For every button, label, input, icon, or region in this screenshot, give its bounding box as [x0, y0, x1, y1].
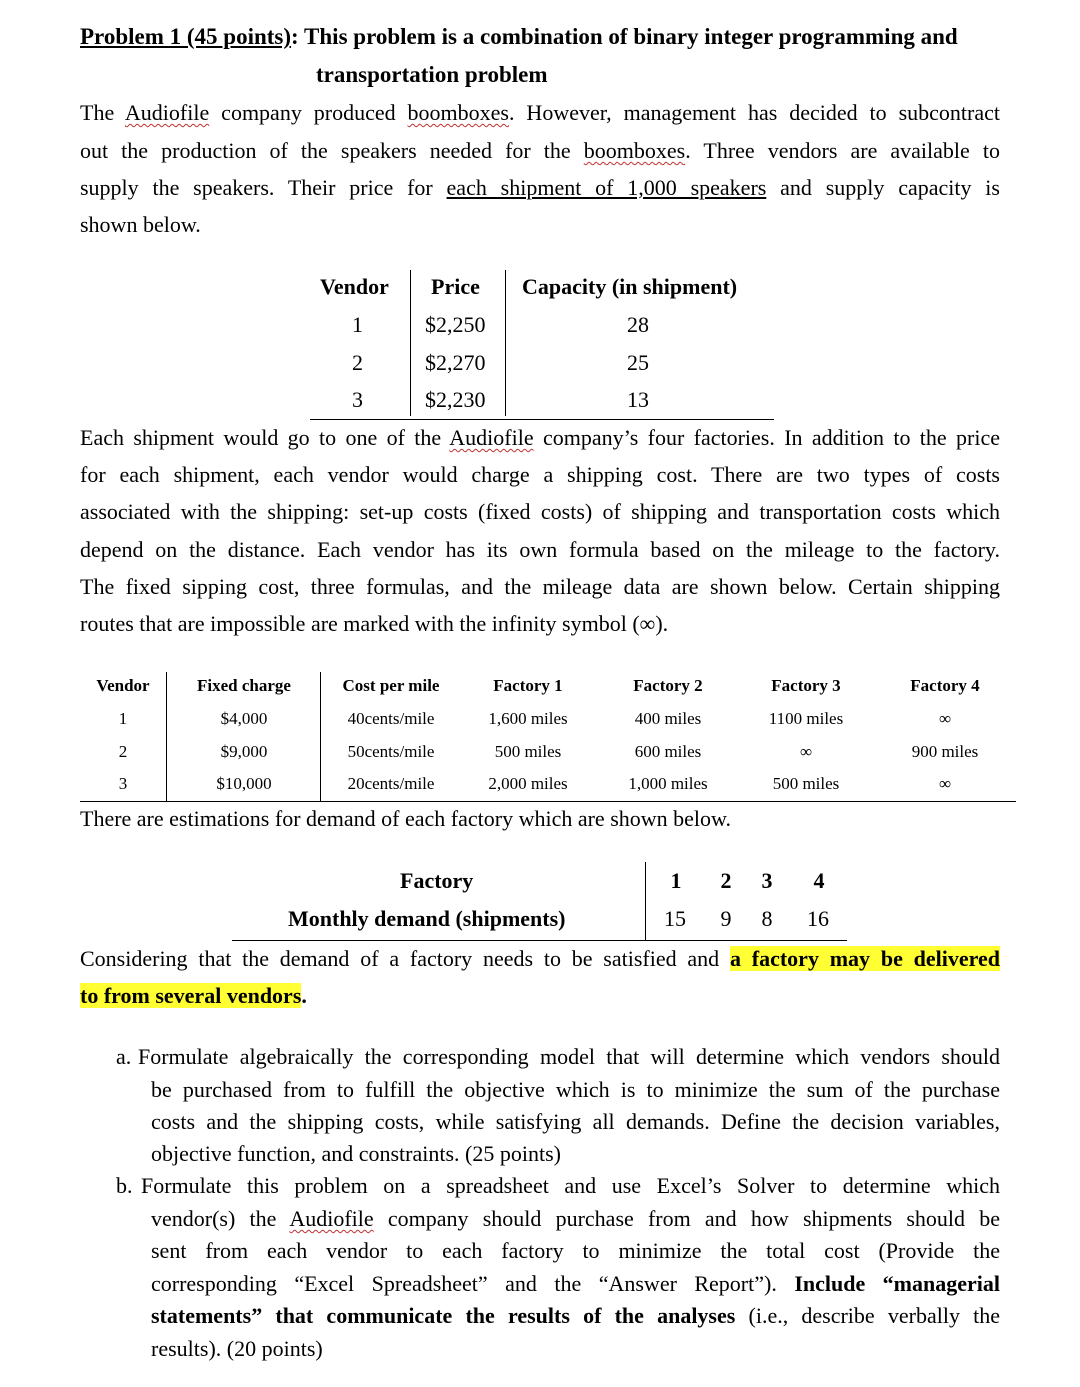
- problem-label: Problem 1 (45 points): [80, 24, 292, 49]
- intro-line-2: [80, 138, 1000, 164]
- table-bottom-rule: [232, 940, 847, 941]
- table-divider: [320, 672, 321, 802]
- col-header-cost: Cost per mile: [342, 676, 440, 695]
- considering-line-1: [80, 946, 1000, 972]
- table-divider: [505, 270, 506, 416]
- question-bold-text: Include “managerial: [794, 1271, 1000, 1296]
- table-cell: $2,270: [425, 350, 486, 375]
- question-text: (i.e., describe verbally the: [735, 1303, 1000, 1328]
- intro-text: supply the speakers. Their price for: [80, 175, 447, 200]
- intro-text: . Three vendors are available to: [685, 138, 1000, 163]
- shipping-line-5: The fixed sipping cost, three formulas, and the mileage data are shown below. Certain shipping: [80, 574, 1000, 599]
- intro-text: company produced: [209, 100, 408, 125]
- shipping-line-4: depend on the distance. Each vendor has its own formula based on the mileage to the factory.: [80, 537, 1000, 562]
- shipping-line-1: [80, 425, 1000, 451]
- table-cell: ∞: [938, 774, 952, 793]
- question-text: vendor(s) the: [151, 1206, 290, 1231]
- table-cell: 400 miles: [634, 709, 702, 728]
- highlighted-text: a factory may be delivered: [729, 946, 1000, 971]
- highlighted-text: to from several vendors: [80, 983, 302, 1008]
- intro-text: The: [80, 100, 125, 125]
- question-a-line-4: objective function, and constraints. (25 points): [151, 1141, 561, 1166]
- table-cell: 600 miles: [634, 742, 702, 761]
- intro-text: out the production of the speakers needed for the: [80, 138, 584, 163]
- table-cell: 3: [118, 774, 128, 793]
- table-cell: 1100 miles: [768, 709, 844, 728]
- col-header-f4: Factory 4: [910, 676, 980, 695]
- table-divider: [410, 270, 411, 416]
- title-line1: This problem is a combination of binary integer programming and: [298, 24, 958, 49]
- question-a-line-2: be purchased from to fulfill the objective which is to minimize the sum of the purchase: [151, 1077, 1000, 1102]
- table-divider: [166, 672, 167, 802]
- question-bold-text: statements” that communicate the results of the analyses: [151, 1303, 736, 1328]
- col-header-f3: Factory 3: [771, 676, 841, 695]
- table-cell: 13: [627, 387, 649, 412]
- demand-row-label: Monthly demand (shipments): [288, 906, 566, 931]
- problem-title: [80, 24, 958, 50]
- factory-number: 3: [761, 868, 773, 893]
- question-text: company should purchase from and how shipments should be: [373, 1206, 1001, 1231]
- considering-line-2: [80, 983, 307, 1009]
- factory-number: 1: [670, 868, 682, 893]
- table-cell: 28: [627, 312, 649, 337]
- shipping-text: Each shipment would go to one of the: [80, 425, 450, 450]
- table-cell: 50cents/mile: [347, 742, 435, 761]
- factory-number: 4: [813, 868, 825, 893]
- table-cell: $2,250: [425, 312, 486, 337]
- question-b-line-5: [151, 1303, 1000, 1329]
- intro-line-3: [80, 175, 1000, 201]
- demand-value: 8: [761, 906, 773, 931]
- table-cell: 900 miles: [911, 742, 979, 761]
- question-a-marker: a.: [116, 1044, 132, 1069]
- question-b-line-3: sent from each vendor to each factory to minimize the total cost (Provide the: [151, 1238, 1000, 1263]
- demand-value: 9: [720, 906, 732, 931]
- col-header-f1: Factory 1: [493, 676, 563, 695]
- table-cell: 2: [118, 742, 128, 761]
- table-cell: $4,000: [220, 709, 268, 728]
- intro-text: and supply capacity is: [766, 175, 1000, 200]
- boomboxes-word: boomboxes: [583, 138, 686, 163]
- table-divider: [645, 862, 646, 940]
- col-header-vendor: Vendor: [96, 676, 150, 695]
- company-name: Audiofile: [289, 1206, 374, 1231]
- col-header-f2: Factory 2: [633, 676, 703, 695]
- capacity-header: Capacity (in shipment): [522, 274, 738, 299]
- demand-intro: There are estimations for demand of each factory which are shown below.: [80, 806, 731, 831]
- question-a-line-3: costs and the shipping costs, while satisfying all demands. Define the decision variables,: [151, 1109, 1000, 1134]
- table-cell: $9,000: [220, 742, 268, 761]
- shipping-line-6: routes that are impossible are marked with the infinity symbol (∞).: [80, 611, 669, 636]
- table-cell: 2: [352, 350, 363, 375]
- table-cell: 20cents/mile: [347, 774, 435, 793]
- demand-value: 15: [664, 906, 686, 931]
- question-text: corresponding “Excel Spreadsheet” and the “Answer Report”).: [151, 1271, 795, 1296]
- table-cell: 1,000 miles: [628, 774, 708, 793]
- company-name: Audiofile: [124, 100, 210, 125]
- table-cell: 1: [352, 312, 363, 337]
- shipping-line-2: for each shipment, each vendor would charge a shipping cost. There are two types of costs: [80, 462, 1000, 487]
- title-colon: :: [291, 24, 299, 49]
- table-cell: 500 miles: [772, 774, 840, 793]
- table-cell: $2,230: [425, 387, 486, 412]
- table-bottom-rule: [310, 419, 774, 420]
- vendor-header: Vendor: [320, 274, 389, 299]
- table-cell: 40cents/mile: [347, 709, 435, 728]
- table-cell: ∞: [799, 742, 813, 761]
- shipping-line-3: associated with the shipping: set-up costs (fixed costs) of shipping and transportation costs which: [80, 499, 1000, 524]
- demand-value: 16: [807, 906, 829, 931]
- table-cell: 1,600 miles: [488, 709, 568, 728]
- shipping-text: company’s four factories. In addition to the price: [533, 425, 1000, 450]
- considering-text: .: [301, 983, 307, 1008]
- table-cell: 500 miles: [494, 742, 562, 761]
- question-b-line-1: Formulate this problem on a spreadsheet and use Excel’s Solver to determine which: [141, 1173, 1000, 1198]
- table-bottom-rule: [80, 801, 1016, 802]
- intro-text: . However, management has decided to subcontract: [509, 100, 1000, 125]
- question-b-marker: b.: [116, 1173, 133, 1198]
- table-cell: ∞: [938, 709, 952, 728]
- table-cell: 2,000 miles: [488, 774, 568, 793]
- intro-line-4: shown below.: [80, 212, 201, 237]
- table-cell: 3: [352, 387, 363, 412]
- shipment-size: each shipment of 1,000 speakers: [446, 175, 767, 200]
- considering-text: Considering that the demand of a factory needs to be satisfied and: [80, 946, 730, 971]
- intro-line-1: [80, 100, 1000, 126]
- factory-row-label: Factory: [400, 868, 474, 893]
- question-b-line-6: results). (20 points): [151, 1336, 323, 1361]
- table-cell: 1: [118, 709, 128, 728]
- question-b-line-2: [151, 1206, 1000, 1232]
- question-b-line-4: [151, 1271, 1000, 1297]
- col-header-fixed: Fixed charge: [197, 676, 291, 695]
- table-cell: 25: [627, 350, 649, 375]
- price-header: Price: [431, 274, 480, 299]
- table-cell: $10,000: [216, 774, 272, 793]
- company-name: Audiofile: [449, 425, 534, 450]
- boomboxes-word: boomboxes: [407, 100, 509, 125]
- question-a-line-1: Formulate algebraically the corresponding model that will determine which vendors should: [138, 1044, 1000, 1069]
- factory-number: 2: [720, 868, 732, 893]
- title-line2: transportation problem: [316, 62, 548, 87]
